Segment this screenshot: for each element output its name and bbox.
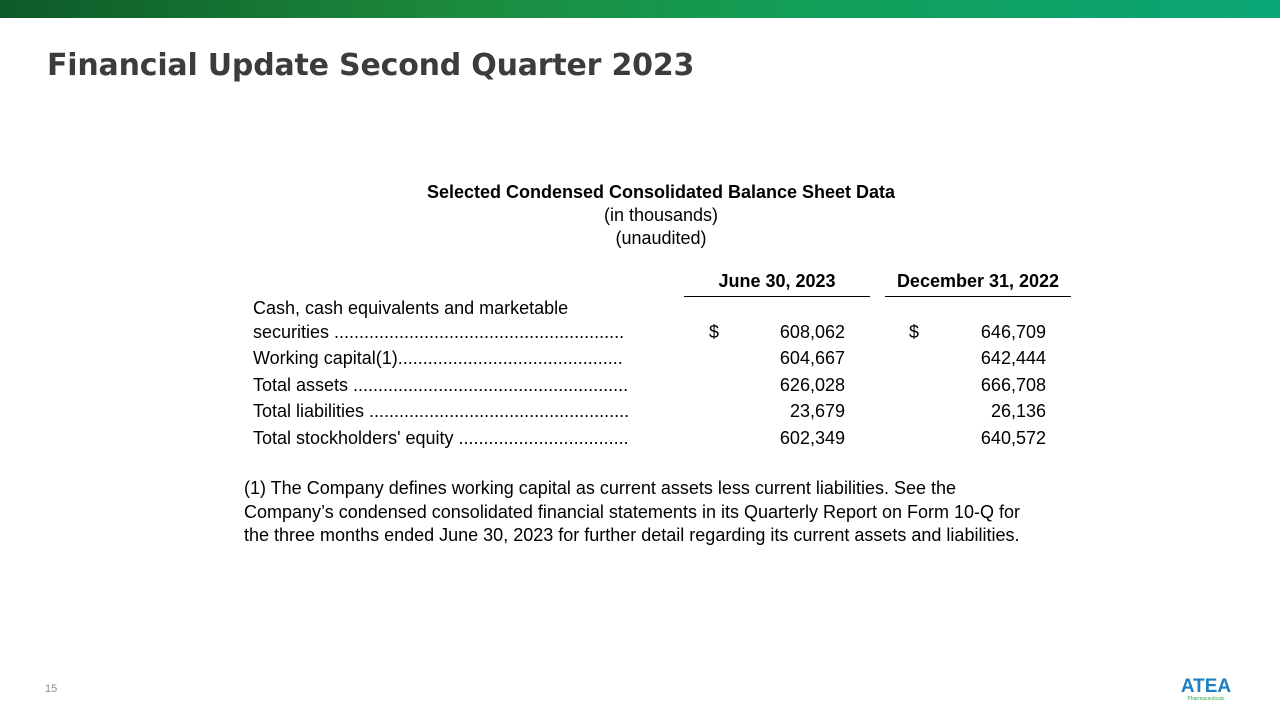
row-label: Total stockholders' equity ..................................	[253, 428, 629, 448]
value-dec-2022: 26,136	[990, 401, 1046, 421]
table-row	[253, 401, 1073, 427]
logo-wordmark: ATEA	[1180, 676, 1232, 697]
value-dec-2022: 646,709	[980, 322, 1046, 342]
row-label: Total assets .......................................................	[253, 375, 629, 395]
table-units: (in thousands)	[603, 205, 719, 225]
value-june-2023: 604,667	[779, 348, 845, 368]
column-header-dec-2022: December 31, 2022	[885, 271, 1071, 297]
slide-title: Financial Update Second Quarter 2023	[47, 48, 695, 83]
table-heading	[300, 181, 1022, 250]
value-june-2023: 602,349	[779, 428, 845, 448]
row-label: Total liabilities ....................................................	[253, 401, 630, 421]
row-label: securities ..........................................................	[253, 322, 625, 342]
top-accent-bar	[0, 0, 1280, 18]
value-june-2023: 626,028	[779, 375, 845, 395]
table-row	[253, 322, 1073, 348]
currency-symbol: $	[709, 322, 720, 342]
row-label: Working capital(1).............................................	[253, 348, 623, 368]
table-row	[253, 375, 1073, 401]
table-title: Selected Condensed Consolidated Balance Sheet Data	[426, 182, 896, 202]
atea-logo	[1158, 646, 1254, 704]
footnote: (1) The Company defines working capital as current assets less current liabilities. See the Company’s condensed consolidated financial statements in its Quarterly Report on Form 10-Q for the three months ended June 30, 2023 for further detail regarding its current assets and liabilities.	[244, 478, 1021, 545]
column-header-june-2023: June 30, 2023	[684, 271, 870, 297]
currency-symbol: $	[909, 322, 920, 342]
logo-subtext: Pharmaceuticals	[1187, 696, 1225, 702]
table-row	[253, 428, 1073, 454]
value-dec-2022: 642,444	[980, 348, 1046, 368]
value-june-2023: 608,062	[779, 322, 845, 342]
page-number: 15	[45, 683, 58, 695]
value-dec-2022: 640,572	[980, 428, 1046, 448]
value-dec-2022: 666,708	[980, 375, 1046, 395]
value-june-2023: 23,679	[789, 401, 845, 421]
row-label-line1: Cash, cash equivalents and marketable	[253, 298, 569, 318]
table-audit-note: (unaudited)	[615, 228, 707, 248]
table-row	[253, 348, 1073, 374]
